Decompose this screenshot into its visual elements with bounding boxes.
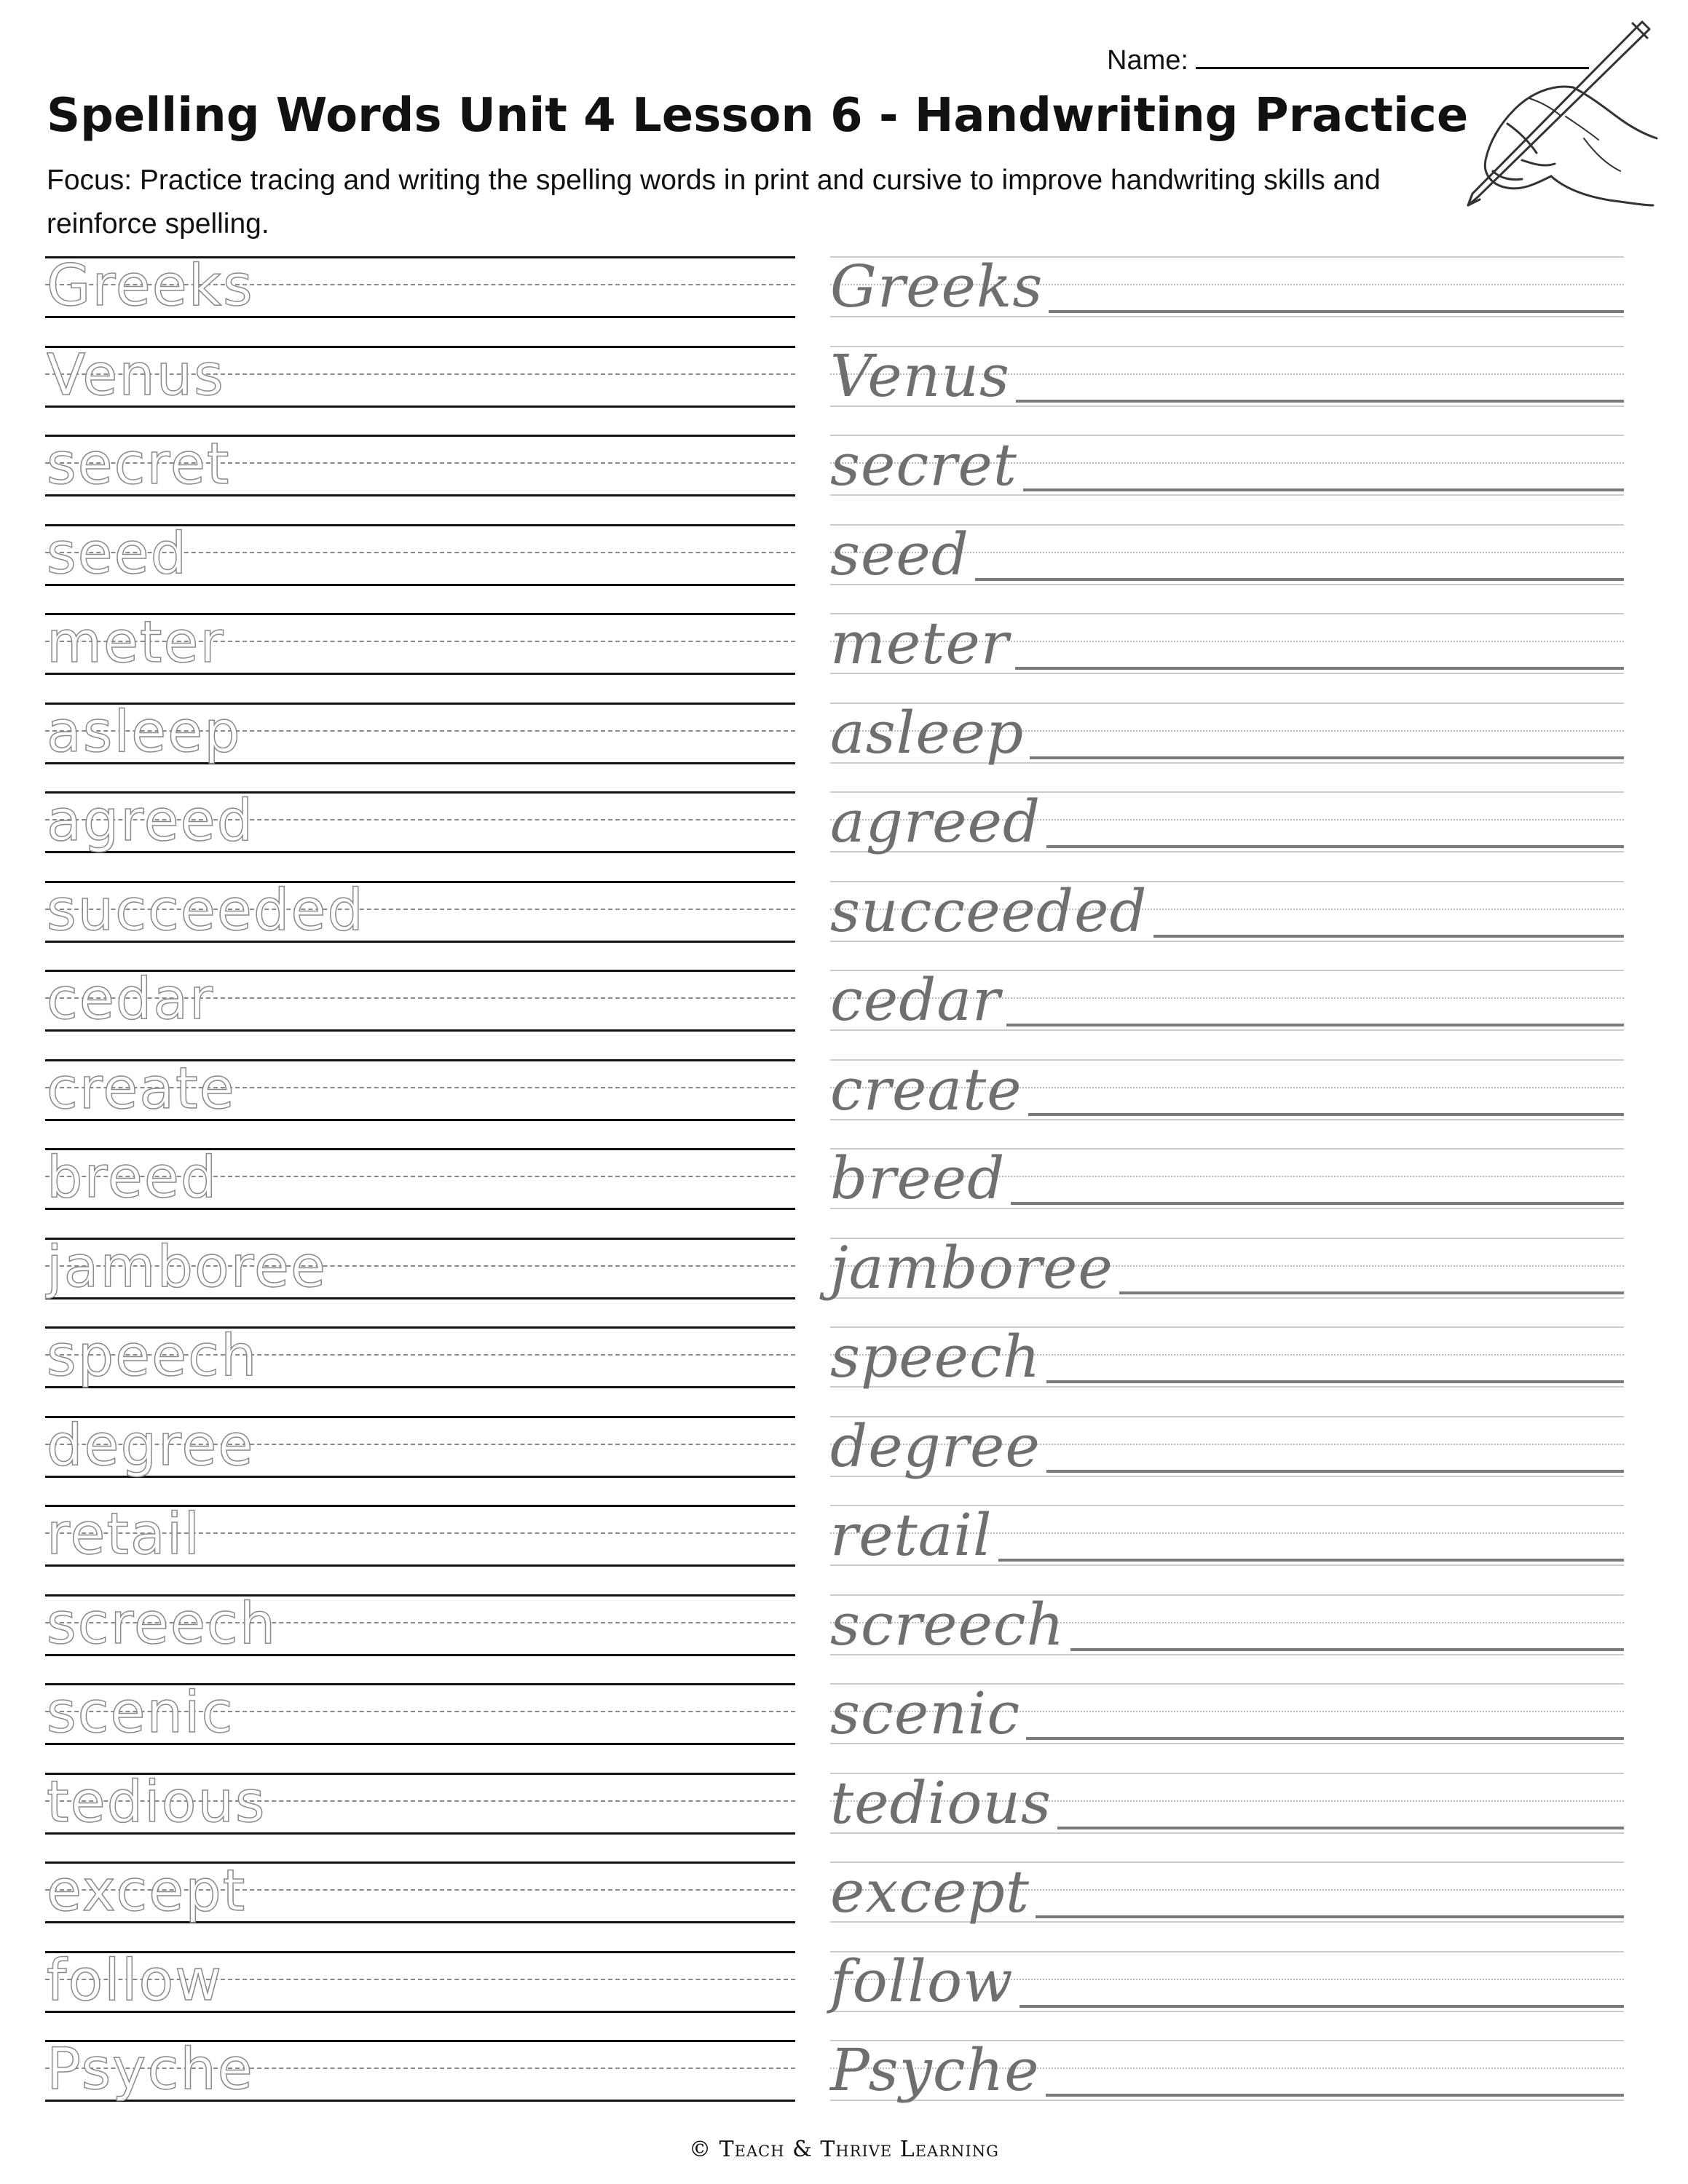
cursive-row[interactable] [830,1056,1624,1132]
cursive-row[interactable] [830,342,1624,419]
writing-line[interactable] [1015,667,1624,670]
writing-line[interactable] [1026,1737,1624,1740]
print-trace-row[interactable] [45,1948,795,2024]
print-trace-word: asleep [47,700,242,765]
cursive-word: jamboree [830,1234,1113,1302]
cursive-word: cedar [830,966,1001,1034]
writing-line[interactable] [1046,1470,1624,1473]
print-trace-row[interactable] [45,1145,795,1221]
cursive-row[interactable] [830,1769,1624,1845]
footer [0,2137,1688,2162]
writing-line[interactable] [1023,488,1624,491]
print-trace-word: jamboree [47,1235,328,1300]
print-trace-word: cedar [47,967,215,1032]
writing-line[interactable] [1019,2005,1624,2008]
print-trace-word: succeeded [47,878,365,943]
print-trace-row[interactable] [45,1680,795,1756]
print-trace-word: screech [47,1591,277,1657]
cursive-row[interactable] [830,1947,1624,2024]
print-trace-word: breed [47,1145,218,1211]
writing-line[interactable] [1049,310,1624,313]
print-trace-word: meter [47,610,225,676]
cursive-row[interactable] [830,699,1624,775]
cursive-row[interactable] [830,521,1624,597]
print-trace-row[interactable] [45,1326,795,1399]
cursive-word: scenic [830,1679,1021,1747]
cursive-word: seed [830,521,969,588]
cursive-word: Greeks [830,253,1044,320]
print-trace-word: except [47,1859,247,1924]
writing-line[interactable] [975,578,1624,581]
cursive-word: tedious [830,1769,1052,1837]
cursive-word: succeeded [830,877,1148,945]
cursive-row[interactable] [830,431,1624,507]
cursive-row[interactable] [830,1412,1624,1489]
page-title: Spelling Words Unit 4 Lesson 6 - Handwriting Practice [47,89,1469,143]
print-trace-row[interactable] [45,610,795,686]
cursive-word: follow [830,1947,1014,2015]
print-trace-row[interactable] [45,2037,795,2113]
cursive-word: screech [830,1591,1065,1658]
writing-line[interactable] [1030,756,1624,759]
writing-line[interactable] [1046,2094,1624,2097]
cursive-word: agreed [830,788,1041,855]
print-trace-row[interactable] [45,788,795,864]
print-trace-word: scenic [47,1680,234,1746]
print-trace-word: speech [47,1324,259,1389]
name-label: Name: [1107,45,1188,76]
cursive-word: secret [830,431,1017,499]
cursive-row[interactable] [830,966,1624,1042]
cursive-row[interactable] [830,609,1624,686]
cursive-word: Psyche [830,2036,1040,2104]
print-trace-word: Psyche [47,2037,254,2102]
copyright-icon: © [689,2137,712,2162]
print-trace-word: tedious [47,1770,267,1835]
cursive-word: Venus [830,342,1010,410]
cursive-word: except [830,1858,1030,1926]
print-trace-row[interactable] [45,878,795,954]
print-trace-row[interactable] [45,253,795,329]
print-trace-word: degree [47,1413,255,1479]
cursive-word: speech [830,1323,1041,1390]
print-trace-row[interactable] [45,1591,795,1667]
print-trace-word: secret [47,432,231,497]
print-trace-row[interactable] [45,1235,795,1310]
cursive-row[interactable] [830,1234,1624,1310]
cursive-row[interactable] [830,2036,1624,2113]
writing-line[interactable] [1070,1648,1624,1651]
print-trace-row[interactable] [45,343,795,419]
print-trace-word: Venus [47,343,225,408]
print-trace-word: create [47,1056,236,1122]
cursive-row[interactable] [830,1858,1624,1934]
cursive-word: create [830,1056,1022,1123]
cursive-word: asleep [830,699,1025,767]
print-trace-word: seed [47,521,189,587]
cursive-word: breed [830,1144,1006,1212]
print-trace-row[interactable] [45,1413,795,1489]
print-trace-row[interactable] [45,432,795,507]
writing-line[interactable] [1046,845,1624,848]
print-trace-row[interactable] [45,967,795,1042]
print-trace-word: retail [47,1502,202,1567]
cursive-word: meter [830,609,1009,677]
print-trace-row[interactable] [45,1502,795,1578]
print-trace-row[interactable] [45,521,795,597]
print-trace-row[interactable] [45,1861,795,1934]
print-trace-row[interactable] [45,1056,795,1132]
writing-line[interactable] [1153,935,1624,938]
cursive-word: retail [830,1501,993,1569]
writing-line[interactable] [1036,1915,1624,1918]
writing-line[interactable] [1028,1113,1624,1116]
cursive-row[interactable] [830,877,1624,954]
writing-line[interactable] [1011,1202,1624,1205]
print-trace-row[interactable] [45,1770,795,1845]
cursive-row[interactable] [830,1323,1624,1399]
writing-line[interactable] [1119,1291,1624,1294]
print-trace-row[interactable] [45,700,795,775]
brand-name: Teach & Thrive Learning [719,2137,999,2162]
print-trace-word: follow [47,1948,224,2014]
cursive-row[interactable] [830,788,1624,864]
print-trace-word: agreed [47,788,255,854]
cursive-word: degree [830,1412,1041,1480]
writing-line[interactable] [1046,1380,1624,1383]
print-trace-word: Greeks [47,253,254,319]
cursive-row[interactable] [830,1144,1624,1221]
writing-line[interactable] [1057,1827,1624,1829]
cursive-row[interactable] [830,1679,1624,1756]
cursive-row[interactable] [830,1501,1624,1578]
writing-line[interactable] [1016,400,1624,403]
focus-text: Focus: Practice tracing and writing the spelling words in print and cursive to improve handwriting skills and reinforce spelling. [47,165,1381,240]
cursive-row[interactable] [830,1591,1624,1667]
writing-line[interactable] [998,1559,1624,1562]
hand-writing-pencil-icon [1420,15,1660,233]
writing-line[interactable] [1006,1024,1624,1026]
cursive-row[interactable] [830,253,1624,329]
